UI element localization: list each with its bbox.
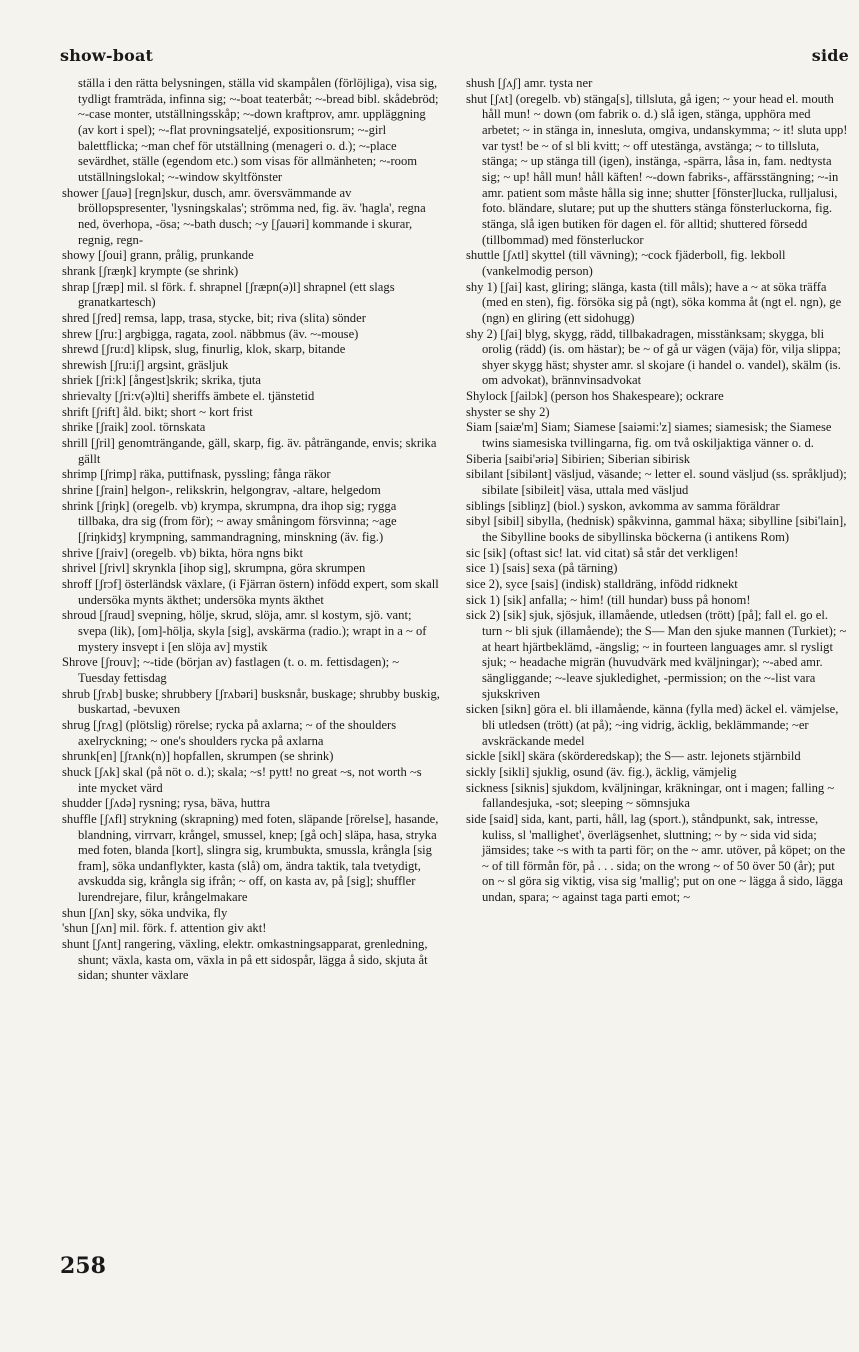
entry-sicken: sicken [sikn] göra el. bli illamående, känna (fylla med) äckel el. vämjelse, bli utledsen (trött) (at på); ~ing vidrig, äcklig, beklämmande; ~er avskräckande medel xyxy=(466,702,839,748)
entry-shrievalty: shrievalty [ʃri:v(ə)lti] sheriffs ämbete el. tjänstetid xyxy=(62,389,315,404)
page-number: 258 xyxy=(60,1253,106,1279)
entry-shrivel: shrivel [ʃrivl] skrynkla [ihop sig], skrumpna, göra skrumpen xyxy=(62,561,366,576)
entry-sibyl: sibyl [sibil] sibylla, (hednisk) spåkvinna, gammal häxa; sibylline [sibi'lain], the Sibylline books de sibyllinska böckerna (i antikens Rom) xyxy=(466,514,847,545)
entry-sickness: sickness [siknis] sjukdom, kväljningar, kräkningar, ont i magen; falling ~ fallandesjuka, -sot; sleeping ~ sömnsjuka xyxy=(466,780,835,811)
entry-shower: shower [ʃauə] [regn]skur, dusch, amr. översvämmande av bröllopspresenter, 'lysningskalas'; strömma ned, fig. äv. 'hagla', regna ned, överhopa, -ösa; ~-bath dusch; ~y [ʃauəri] kommande i skurar, regnig, regn- xyxy=(62,185,426,247)
entry-sickly: sickly [sikli] sjuklig, osund (äv. fig.), äcklig, vämjelig xyxy=(466,764,737,779)
entry-shrew: shrew [ʃru:] argbigga, ragata, zool. näbbmus (äv. ~-mouse) xyxy=(62,326,359,341)
entry-showy: showy [ʃoui] grann, prålig, prunkande xyxy=(62,248,254,263)
running-head-left: show-boat xyxy=(60,46,154,65)
entry-shylock: Shylock [ʃailɔk] (person hos Shakespeare); ockrare xyxy=(466,389,724,404)
entry-sice-2: sice 2), syce [sais] (indisk) stalldräng, infödd ridknekt xyxy=(466,577,738,591)
entry-siam: Siam [saiæ'm] Siam; Siamese [saiəmi:'z] siames; siamesisk; the Siamese twins siamesiska tvillingarna, fig. om två oskiljaktiga vänner o. d. xyxy=(466,420,832,451)
entry-shrift: shrift [ʃrift] åld. bikt; short ~ kort frist xyxy=(62,404,253,419)
entry-shrink: shrink [ʃriŋk] (oregelb. vb) krympa, skrumpna, dra ihop sig; rygga tillbaka, dra sig (from för); ~ away småningom försvinna; ~age [ʃriŋkidʒ] krympning, sammandragning, minskning (äv. fig.) xyxy=(62,498,397,545)
entry-shrill: shrill [ʃril] genomträngande, gäll, skarp, fig. äv. påträngande, envis; skrika gällt xyxy=(62,436,437,466)
entry-siberia: Siberia [saibi'əriə] Sibirien; Siberian sibirisk xyxy=(466,451,691,466)
entry-shroud: shroud [ʃraud] svepning, hölje, skrud, slöja, amr. sl kostym, sjö. vant; svepa (lik), [om]-hölja, skyla [sig], avskärma (radio.); wrapt in a ~ of mystery insvept i [en slöja av] mystik xyxy=(62,608,427,654)
entry-shudder: shudder [ʃʌdə] rysning; rysa, bäva, huttra xyxy=(62,796,271,811)
entry-sickle: sickle [sikl] skära (skörderedskap); the S— astr. lejonets stjärnbild xyxy=(466,749,801,764)
entry-shrewd: shrewd [ʃru:d] klipsk, slug, finurlig, klok, skarp, bitande xyxy=(62,342,346,357)
entry-shrug: shrug [ʃrʌg] (plötslig) rörelse; rycka på axlarna; ~ of the shoulders axelryckning; ~ one's shoulders rycka på axlarna xyxy=(62,717,397,748)
entry-sick-1: sick 1) [sik] anfalla; ~ him! (till hundar) buss på honom! xyxy=(466,592,751,607)
entry-shriek: shriek [ʃri:k] [ångest]skrik; skrika, tjuta xyxy=(62,373,261,388)
entry-shrive: shrive [ʃraiv] (oregelb. vb) bikta, höra ngns bikt xyxy=(62,545,303,560)
entry-shrunken: shrunk[en] [ʃrʌnk(n)] hopfallen, skrumpen (se shrink) xyxy=(62,749,334,764)
running-head-right: side xyxy=(811,46,849,65)
entry-shrap: shrap [ʃræp] mil. sl förk. f. shrapnel [ʃræpn(ə)l] shrapnel (ett slags granatkartesch) xyxy=(62,279,395,310)
entry-side: side [said] sida, kant, parti, håll, lag (sport.), ståndpunkt, sak, intresse, kuliss, sl 'mallighet', överlägsenhet, sluttning; ~ by ~ sida vid sida; jämsides; take ~s with ta parti för; on the ~ amr. utöver, på köpet; on the ~ of till förmån för, på . . . sida; on the wrong ~ of 50 över 50 (år); put on ~ sl göra sig viktig, visa sig 'mallig'; put on one ~ lägga å sido, lägga undan, spara; ~ against taga parti emot; ~ xyxy=(466,811,846,905)
entry-shroff: shroff [ʃrɔf] österländsk växlare, (i Fjärran östern) infödd expert, som skall undersöka mynts äkthet; undersöka mynts äkthet xyxy=(62,577,439,607)
entry-shrewish: shrewish [ʃru:iʃ] argsint, gräsljuk xyxy=(62,357,229,372)
entry-shunt: shunt [ʃʌnt] rangering, växling, elektr. omkastningsapparat, grenledning, shunt; växla, kasta om, växla in på ett sidospår, lägga å sido, skjuta åt sidan; shunter växlare xyxy=(62,937,428,983)
entry-shy-1: shy 1) [ʃai] kast, gliring; slänga, kasta (till måls); have a ~ at söka träffa (med en sten), fig. försöka sig på (ngt), söka komma åt (ngt el. ngn), ge (ngn) en gliring (ett sidohugg) xyxy=(466,279,842,325)
entry-shun-mil: 'shun [ʃʌn] mil. förk. f. attention giv akt! xyxy=(62,921,267,936)
entry-shrub: shrub [ʃrʌb] buske; shrubbery [ʃrʌbəri] busksnår, buskage; shrubby buskig, buskartad, -bevuxen xyxy=(62,686,440,717)
entry-shrike: shrike [ʃraik] zool. törnskata xyxy=(62,420,206,435)
entry-shrank: shrank [ʃræŋk] krympte (se shrink) xyxy=(62,263,239,278)
entry-shuffle: shuffle [ʃʌfl] strykning (skrapning) med foten, släpande [rörelse], hasande, blandning, virrvarr, krångel, smussel, knep; [gå och] släpa, hasa, stryka med foten, blanda [kort], slingra sig, krumbukta, smussla, krångla [sig fram], söka undanflykter, kasta (slå) om, ändra taktik, tala tvetydigt, avskudda sig, krångla sig ifrån; ~ off, on kasta av, på [sig]; shuffler lurendrejare, filur, krångelmakare xyxy=(62,811,439,905)
entry-shut: shut [ʃʌt] (oregelb. vb) stänga[s], tillsluta, gå igen; ~ your head el. mouth håll mun! ~ down (om fabrik o. d.) slå igen, stänga, upphöra med arbetet; ~ in stänga in, innesluta, omgiva, undanskymma; ~ it! sluta upp! var tyst! be ~ of sl bli kvitt; ~ off utestänga, avstänga; ~ to tillsluta, stänga; ~ up stänga till (igen), instänga, -spärra, låsa in, fam. nedtysta sig; ~ up! håll mun! håll käften! ~-down fabriks-, affärsstängning; ~-in amr. patient som måste hålla sig inne; shutter [fönster]lucka, rulljalusi, foto. bländare, slutare; put up the shutters stänga fönsterluckorna, fig. stänga, slå igen butiken för dagen el. för alltid; shuttered försedd (tillbommad) med fönsterluckor xyxy=(466,91,848,247)
entry-sic: sic [sik] (oftast sic! lat. vid citat) så står det verkligen! xyxy=(466,545,739,560)
entry-shrine: shrine [ʃrain] helgon-, relikskrin, helgongrav, -altare, helgedom xyxy=(62,483,381,498)
left-column xyxy=(62,76,440,984)
entry-shun: shun [ʃʌn] sky, söka undvika, fly xyxy=(62,905,228,920)
entry-shush: shush [ʃʌʃ] amr. tysta ner xyxy=(466,76,593,90)
entry-sibilant: sibilant [sibilənt] väsljud, väsande; ~ letter el. sound väsljud (ss. språkljud); sibilate [sibileit] väsa, uttala med väsljud xyxy=(466,467,847,498)
right-column xyxy=(466,76,848,906)
entry-shuttle: shuttle [ʃʌtl] skyttel (till vävning); ~cock fjäderboll, fig. lekboll (vankelmodig person) xyxy=(466,248,786,278)
entry-shy-2: shy 2) [ʃai] blyg, skygg, rädd, tillbakadragen, misstänksam; skygga, bli orolig (rädd) (is. om hästar); be ~ of gå ur vägen (väja) för, vilja slippa; shyer skygg häst; shyster amr. sl skojare (i handel o. vandel), skälm (is. om advokat), brännvinsadvokat xyxy=(466,326,841,388)
entry-show-cont: ställa i den rätta belysningen, ställa vid skampålen (förlöjliga), visa sig, tydligt framträda, infinna sig; ~-boat teaterbåt; ~-bread bibl. skådebröd; ~-case monter, utställningsskåp; ~-down kraftprov, amr. uppläggning (av kort i spel); ~-flat provningsateljé, expositionsrum; ~-girl balettflicka; ~man chef för utställning (menageri o. d.); ~-place sevärdhet, ställe (egendom etc.) som visas för allmänheten; ~-room utställningslokal; ~-window skyltfönster xyxy=(78,76,439,184)
entry-sice-1: sice 1) [sais] sexa (på tärning) xyxy=(466,561,618,576)
entry-shuck: shuck [ʃʌk] skal (på nöt o. d.); skala; ~s! pytt! no great ~s, not worth ~s inte mycket värd xyxy=(62,764,422,795)
entry-siblings: siblings [sibliŋz] (biol.) syskon, avkomma av samma föräldrar xyxy=(466,498,780,513)
entry-shrimp: shrimp [ʃrimp] räka, puttifnask, pyssling; fånga räkor xyxy=(62,467,331,482)
entry-sick-2: sick 2) [sik] sjuk, sjösjuk, illamående, utledsen (trött) [på]; fall el. go el. turn ~ bli sjuk (illamående); the S— Man den sjuke mannen (Turkiet); ~ at heart hjärtbeklämd, -ängslig; ~ in fourteen languages amr. sl rysligt sjuk; ~ headache migrän (huvudvärk med kväljningar); ~-abed amr. sängliggande; ~-leave sjukledighet, -permission; on the ~-list vara sjukskriven xyxy=(466,608,847,701)
entry-shred: shred [ʃred] remsa, lapp, trasa, stycke, bit; riva (slita) sönder xyxy=(62,310,366,325)
entry-shrove: Shrove [ʃrouv]; ~-tide (början av) fastlagen (t. o. m. fettisdagen); ~ Tuesday fettisdag xyxy=(62,655,400,685)
entry-shyster: shyster se shy 2) xyxy=(466,404,550,419)
